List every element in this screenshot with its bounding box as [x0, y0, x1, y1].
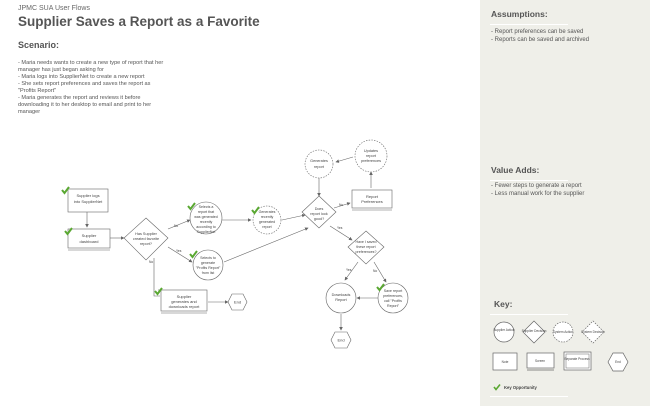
svg-text:Selects areport thatwas genera: Selects a report that was generated recently according to SupplierNet — [194, 205, 218, 234]
svg-text:Save reportpreferences,call "P: Save report preferences, call "Profits Report" — [383, 289, 403, 308]
value-add-item: - Less manual work for the supplier — [491, 190, 585, 197]
key-supplier-decision — [522, 321, 547, 343]
svg-text:Supplier Decision: Supplier Decision — [521, 329, 547, 333]
scenario-heading: Scenario: — [18, 40, 60, 50]
svg-text:ReportPreferences: Report Preferences — [361, 194, 383, 204]
node-selects-recent-report — [190, 202, 222, 234]
node-downloads-report — [326, 283, 356, 313]
scenario-bullet: - She sets report preferences and saves the report as "Profits Report" — [18, 81, 151, 94]
value-adds-heading: Value Adds: — [491, 165, 540, 175]
svg-text:Yes: Yes — [176, 249, 182, 253]
svg-text:No: No — [174, 224, 179, 228]
scenario-bullet: - Maria generates the report and reviews it before downloading it to her desktop to email and print to her manager — [18, 95, 152, 115]
svg-text:Separate Process: Separate Process — [564, 357, 590, 361]
value-add-item: - Fewer steps to generate a report — [491, 183, 582, 189]
svg-text:Selects togenerate"Profits Rep: Selects to generate "Profits Report" from list — [195, 256, 221, 275]
node-report-good-decision — [302, 196, 336, 228]
svg-text:System Decision: System Decision — [581, 330, 605, 334]
node-generates-report — [305, 150, 333, 178]
svg-text:No: No — [339, 203, 344, 207]
key-separate-process — [564, 352, 591, 370]
node-selects-profits-report — [193, 250, 223, 280]
node-has-favorite-decision — [124, 218, 168, 260]
node-updates-preferences — [355, 140, 387, 172]
svg-text:End: End — [233, 299, 242, 305]
key-opportunity-checks — [62, 187, 384, 294]
node-supplier-generates — [161, 290, 207, 313]
key-system-action — [553, 322, 573, 342]
node-saved-preferences-decision — [348, 231, 384, 264]
svg-text:Generatesrecentlygeneratedrepo: Generates recently generated report — [258, 210, 276, 229]
key-end — [608, 353, 628, 371]
svg-text:Suppliergenerates anddownloads: Supplier generates and downloads report — [168, 294, 200, 309]
svg-text:Supplierdashboard: Supplier dashboard — [79, 233, 99, 244]
svg-text:Key Opportunity: Key Opportunity — [504, 385, 537, 390]
divider — [490, 24, 568, 25]
node-end-1 — [228, 294, 247, 310]
node-report-preferences — [352, 190, 392, 210]
divider — [490, 180, 568, 181]
assumptions-list — [491, 29, 589, 44]
supertitle: JPMC SUA User Flows — [18, 5, 90, 12]
svg-text:Generatesreport: Generates report — [310, 159, 328, 169]
scenario-bullet: - Maria needs wants to create a new type of report that her manager has just began asking for — [18, 60, 164, 73]
node-supplier-dashboard — [68, 229, 110, 250]
svg-text:No: No — [149, 260, 154, 264]
node-end-2 — [331, 332, 351, 348]
svg-text:End: End — [615, 360, 621, 364]
svg-text:No: No — [373, 269, 378, 273]
svg-text:Have I savedthese reportprefer: Have I saved these report preferences? — [355, 240, 377, 254]
key-screen — [527, 353, 554, 370]
svg-text:Screen: Screen — [534, 359, 546, 363]
assumption-item: - Report preferences can be saved — [491, 29, 584, 35]
key-opportunity — [494, 385, 537, 391]
key-system-decision — [581, 321, 605, 343]
assumption-item: - Reports can be saved and archived — [491, 36, 590, 43]
svg-text:DownloadsReport: Downloads Report — [331, 293, 351, 302]
svg-text:Updatesreportpreferences: Updates report preferences — [360, 149, 382, 163]
svg-text:Doesreport lookgood?: Does report look good? — [310, 207, 328, 221]
key-heading: Key: — [494, 299, 513, 309]
scenario-bullet: - Maria logs into SupplierNet to create a new report — [18, 74, 145, 80]
svg-text:System Action: System Action — [552, 330, 574, 334]
key-note — [493, 353, 517, 370]
key-legend — [480, 315, 650, 406]
svg-text:Yes: Yes — [337, 226, 343, 230]
assumptions-heading: Assumptions: — [491, 9, 548, 19]
svg-text:Supplier Action: Supplier Action — [493, 328, 515, 332]
key-supplier-action — [493, 322, 514, 342]
svg-text:Has Suppliercreated favoritere: Has Supplier created favorite report? — [132, 232, 160, 246]
svg-text:Note: Note — [501, 360, 509, 364]
svg-text:Yes: Yes — [346, 268, 352, 272]
page-title: Supplier Saves a Report as a Favorite — [18, 14, 260, 29]
svg-text:End: End — [337, 337, 345, 343]
node-supplier-logs-in — [68, 189, 108, 212]
svg-text:Supplier logsinto SupplierNet: Supplier logs into SupplierNet — [73, 193, 103, 204]
value-adds-list — [491, 183, 584, 198]
